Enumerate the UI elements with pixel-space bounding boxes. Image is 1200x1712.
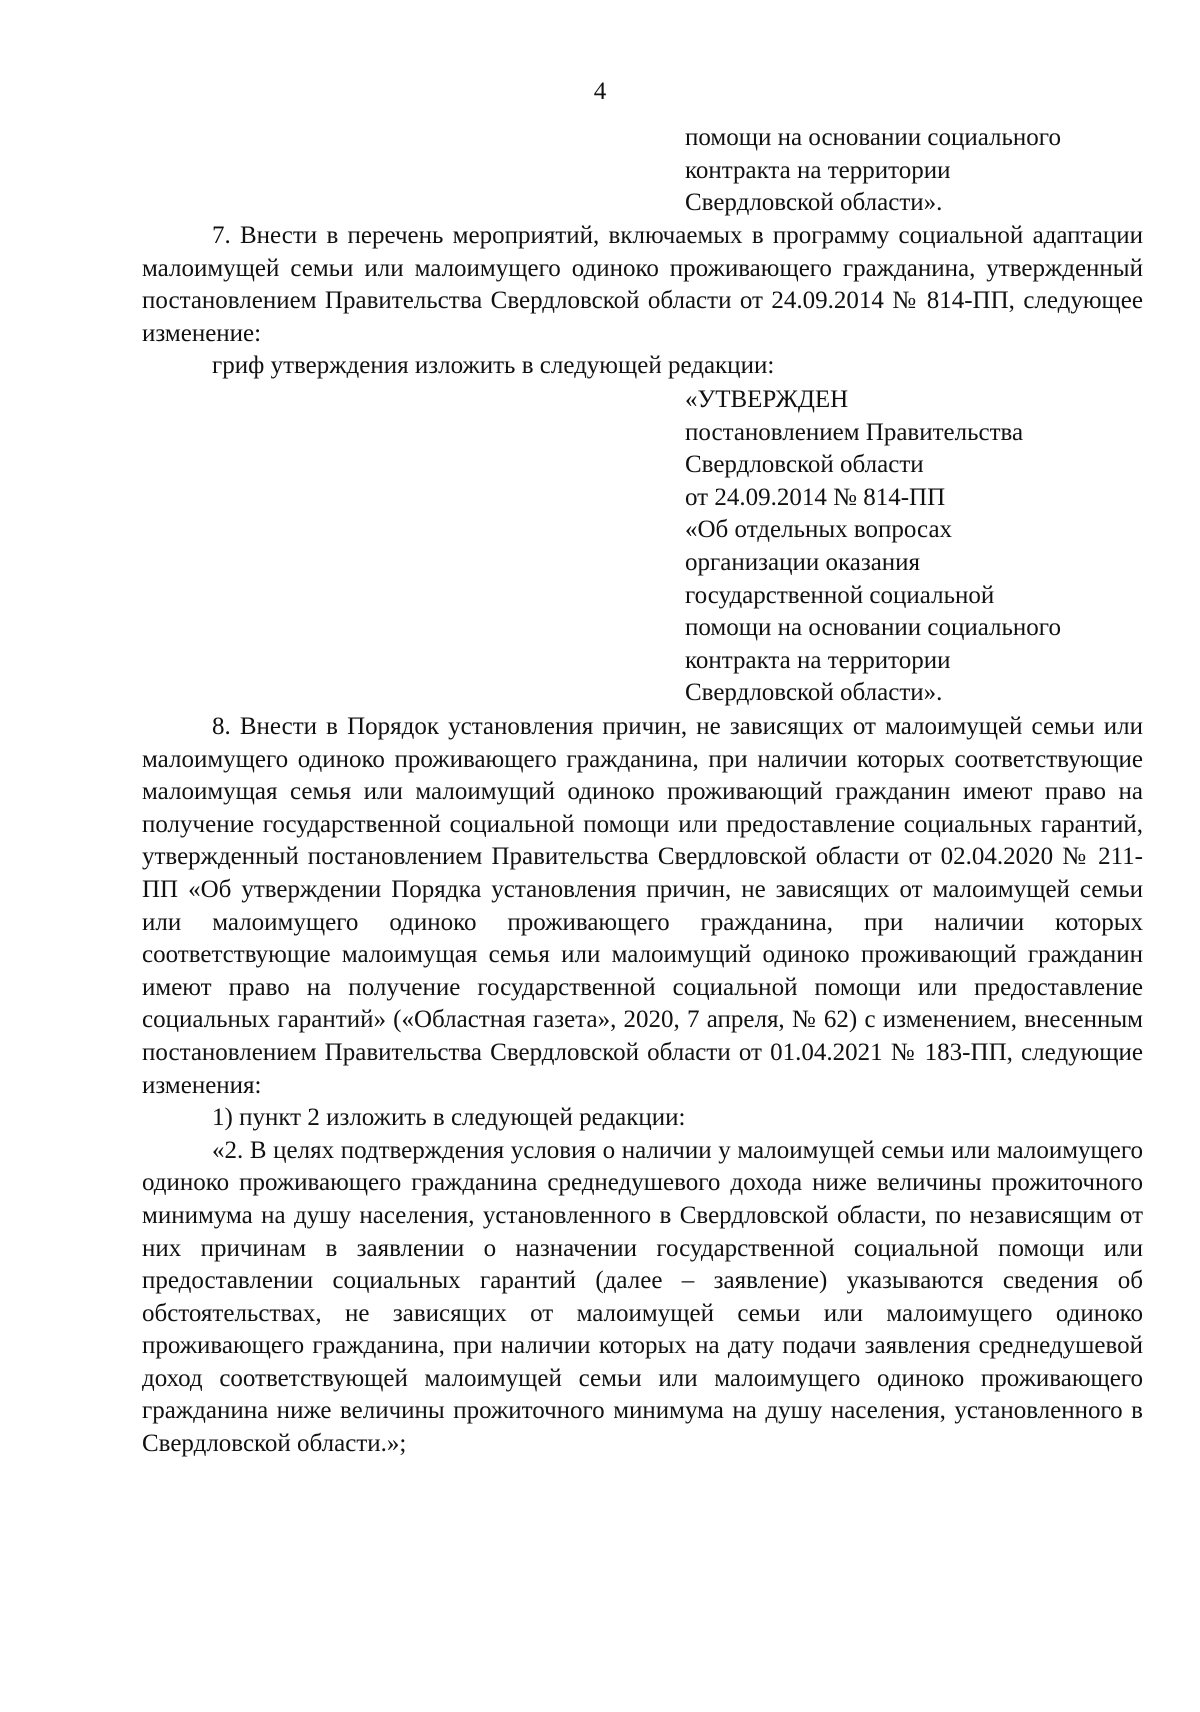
item-7-paragraph: 7. Внести в перечень мероприятий, включаемых в программу социальной адаптации малоимущей семьи или малоимущего одиноко проживающего гражданина, утвержденный постановлением Правительства Свердловской области от 24.09.2014 № 814-ПП, следующее изменение: <box>142 222 1143 347</box>
block-line: контракта на территории <box>685 646 951 674</box>
item-8 <box>142 711 1143 1461</box>
block-line: государственной социальной <box>685 581 995 609</box>
block-line: помощи на основании социального <box>685 614 1061 642</box>
item-7 <box>142 220 1143 383</box>
item-8-quoted-text: «2. В целях подтверждения условия о наличии у малоимущей семьи или малоимущего одиноко проживающего гражданина среднедушевого дохода ниже величины прожиточного минимума на душу населения, установленного в Свердловской области, по независящим от них причинам в заявлении о назначении государственной социальной помощи или предоставлении социальных гарантий (далее – заявление) указываются сведения об обстоятельствах, не зависящих от малоимущей семьи или малоимущего одиноко проживающего гражданина, при наличии которых на дату подачи заявления среднедушевой доход соответствующей малоимущей семьи или малоимущего одиноко проживающего гражданина ниже величины прожиточного минимума на душу населения, установленного в Свердловской области.»; <box>142 1136 1143 1458</box>
approval-stamp-block <box>685 384 1061 710</box>
item-8-subparagraph: 1) пункт 2 изложить в следующей редакции: <box>212 1104 686 1132</box>
block-line: контракта на территории <box>685 156 951 184</box>
page-number: 4 <box>593 78 607 105</box>
block-line: помощи на основании социального <box>685 124 1061 151</box>
block-line: постановлением Правительства <box>685 418 1024 446</box>
block-line: организации оказания <box>685 548 921 576</box>
item-7-subparagraph: гриф утверждения изложить в следующей редакции: <box>212 352 775 380</box>
block-line: Свердловской области <box>685 451 924 479</box>
continued-approval-block <box>685 122 1061 220</box>
block-line: Свердловской области». <box>685 679 943 707</box>
block-line: Свердловской области». <box>685 189 943 217</box>
item-8-paragraph: 8. Внести в Порядок установления причин, не зависящих от малоимущей семьи или малоимущего одиноко проживающего гражданина, при наличии которых соответствующие малоимущая семья или малоимущий одиноко проживающий гражданин имеют право на получение государственной социальной помощи или предоставление социальных гарантий, утвержденный постановлением Правительства Свердловской области от 02.04.2020 № 211-ПП «Об утверждении Порядка установления причин, не зависящих от малоимущей семьи или малоимущего одиноко проживающего гражданина, при наличии которых соответствующие малоимущая семья или малоимущий одиноко проживающий гражданин имеют право на получение государственной социальной помощи или предоставление социальных гарантий» («Областная газета», 2020, 7 апреля, № 62) с изменением, внесенным постановлением Правительства Свердловской области от 01.04.2021 № 183-ПП, следующие изменения: <box>142 713 1143 1099</box>
block-line: от 24.09.2014 № 814-ПП <box>685 483 946 511</box>
block-line: «УТВЕРЖДЕН <box>685 386 849 413</box>
block-line: «Об отдельных вопросах <box>685 516 953 544</box>
